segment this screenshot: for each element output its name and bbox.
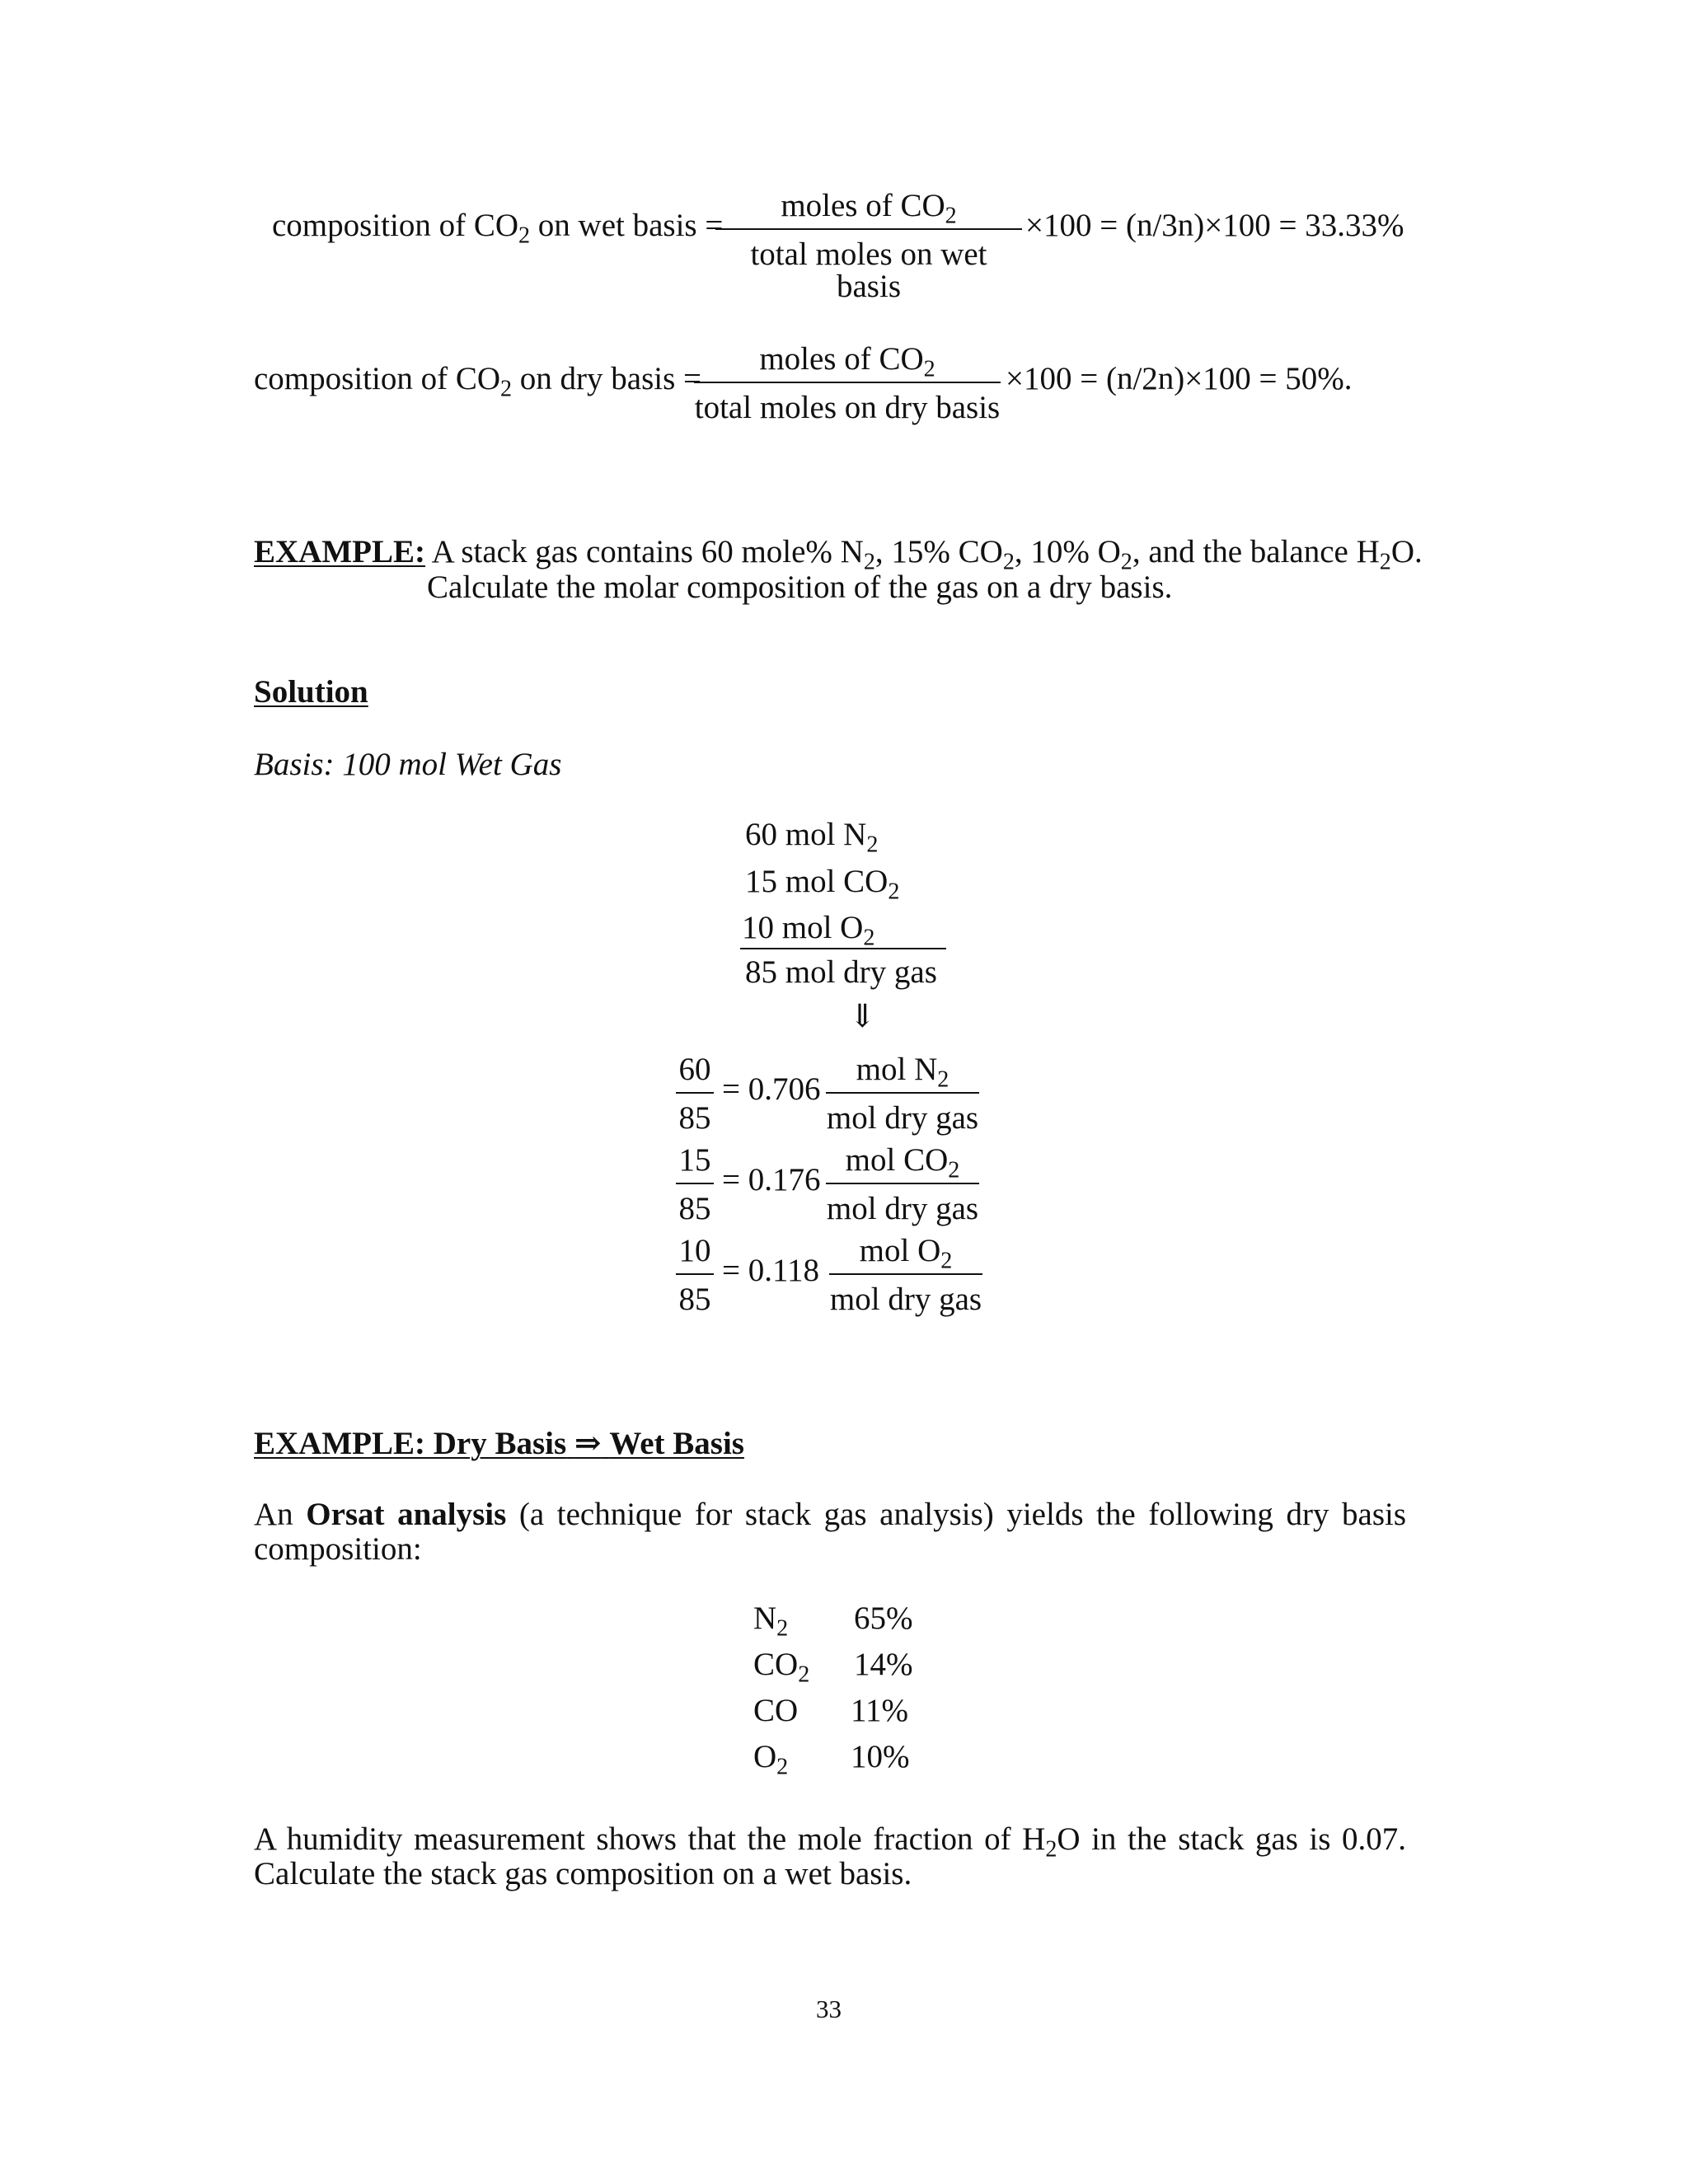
orsat-value-n2: 65% [854, 1601, 913, 1636]
example1-line1: EXAMPLE: A stack gas contains 60 mole% $N_2$, 15% $CO_2$, 10% $O_2$, and the balance $H_2O$. [254, 534, 1423, 575]
sum-item-n2: 60 mol $N_2$ [745, 817, 879, 858]
down-arrow-icon: ⇓ [849, 999, 876, 1034]
eq2-lhs: composition of $CO_2$ on dry basis = [254, 361, 702, 402]
eq1-rhs: ×100 = (n/3n)×100 = 33.33% [1025, 208, 1404, 243]
sum-item-co2: 15 mol $CO_2$ [745, 864, 900, 905]
basis-line: Basis: 100 mol Wet Gas [254, 747, 562, 782]
solution-heading: Solution [254, 674, 368, 710]
eq1-fraction [715, 190, 1022, 302]
eq1-fraction-bar [715, 228, 1022, 230]
ratio-o2-value: = 0.118 [722, 1253, 820, 1288]
eq2-rhs: ×100 = (n/2n)×100 = 50%. [1006, 361, 1353, 396]
eq1-numerator: moles of $CO_2$ [781, 188, 957, 229]
humidity-line1: A humidity measurement shows that the mole fraction of $H_2O$ in the stack gas is 0.07. [254, 1821, 1406, 1863]
ratio-n2-unit: mol $N_2$ mol dry gas [826, 1052, 979, 1136]
orsat-species-o2: $O_2$ [753, 1739, 789, 1780]
orsat-species-n2: $N_2$ [753, 1601, 789, 1642]
example1-line2: Calculate the molar composition of the gas on a dry basis. [427, 569, 1173, 605]
eq1-denominator: total moles on wet basis [750, 237, 987, 304]
eq2-fraction [694, 343, 1001, 424]
ratio-co2-value: = 0.176 [722, 1162, 821, 1197]
example2-para-line2: composition: [254, 1531, 422, 1567]
orsat-species-co2: $CO_2$ [753, 1647, 810, 1688]
eq2-fraction-bar [694, 382, 1001, 383]
eq2-denominator: total moles on dry basis [694, 390, 1001, 425]
humidity-line2: Calculate the stack gas composition on a wet basis. [254, 1856, 912, 1891]
orsat-term: Orsat analysis [306, 1497, 507, 1532]
example2-para-line1: An Orsat analysis (a technique for stack gas analysis) yields the following dry basis [254, 1497, 1407, 1532]
ratio-o2-unit: mol $O_2$ mol dry gas [829, 1233, 982, 1317]
ratio-n2-fraction: 60 85 [676, 1053, 714, 1134]
eq1-lhs: composition of $CO_2$ on wet basis = [272, 208, 724, 249]
sum-rule [740, 948, 946, 949]
right-arrow-icon: ⇒ [574, 1426, 602, 1461]
sum-total: 85 mol dry gas [745, 954, 937, 990]
ratio-n2-value: = 0.706 [722, 1071, 821, 1107]
sum-item-o2: 10 mol $O_2$ [742, 910, 875, 951]
page-number: 33 [816, 1994, 842, 2023]
orsat-value-co2: 14% [854, 1647, 913, 1682]
orsat-value-co: 11% [851, 1693, 909, 1728]
eq2-numerator: moles of $CO_2$ [759, 341, 935, 382]
orsat-value-o2: 10% [851, 1739, 910, 1774]
orsat-species-co: CO [753, 1693, 799, 1728]
example1-label: EXAMPLE: [254, 534, 425, 569]
ratio-o2-fraction: 10 85 [676, 1235, 714, 1315]
ratio-co2-unit: mol $CO_2$ mol dry gas [826, 1142, 979, 1226]
example2-heading: EXAMPLE: Dry Basis ⇒ Wet Basis [254, 1426, 744, 1461]
ratio-co2-fraction: 15 85 [676, 1144, 714, 1225]
